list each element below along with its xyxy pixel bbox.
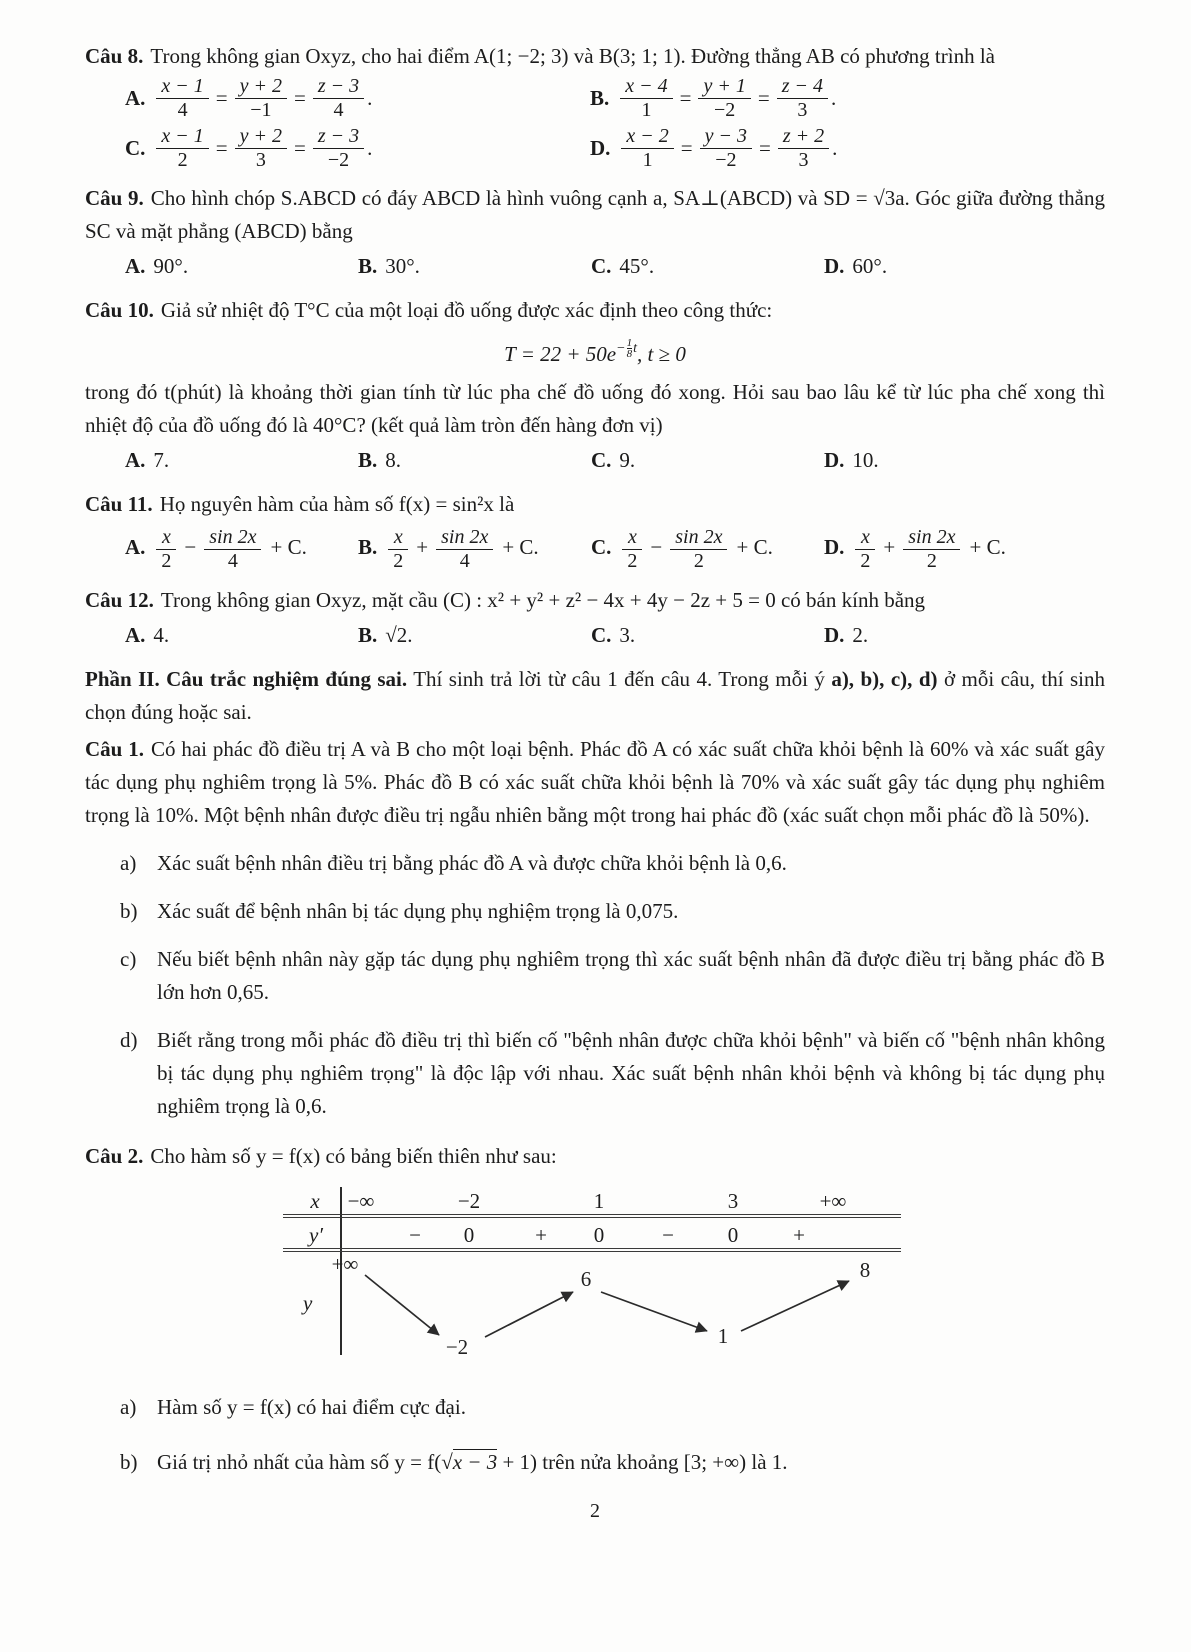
fraction: $\frac{x - 1}{4}$ [156,75,208,122]
fraction: $\frac{z - 3}{-2}$ [313,125,364,172]
option-a: A. $\frac{x - 1}{4}$ = $\frac{y + 2}{-1}$ = $\frac{z - 3}{4}$ . [125,74,373,121]
statement-a: a) Hàm số y = f(x) có hai điểm cực đại. [120,1395,466,1419]
y-end-value: 8 [859,1258,871,1282]
square-root: √x − 3 [441,1450,498,1474]
option-c: C. 9. [591,448,636,472]
table-rule [283,1248,901,1252]
option-c: C. $\frac{x}{2}$ − $\frac{\sin 2x}{2}$ + C. [591,525,773,572]
option-b: B. 30°. [358,254,420,278]
x-row: x −∞ −2 1 3 +∞ [283,1185,901,1211]
option-label: A. [125,85,146,110]
tiny-fraction: $\frac{1}{8}$ [626,337,633,361]
part2-question-1 [85,733,1105,832]
option-a: A. 4. [125,623,170,647]
question-11-text: Họ nguyên hàm của hàm số f(x) = sin²x là [159,492,515,516]
fraction: $\frac{z - 3}{4}$ [313,75,364,122]
y-behavior-diagram [283,1253,901,1359]
temperature-formula: $T = 22 + 50e^{- \frac{1}{8} t}$, t ≥ 0 [504,337,686,366]
decreasing-arrow [365,1275,439,1335]
option-c: C. 45°. [591,254,655,278]
option-d: D. 2. [824,623,869,647]
question-12-text: Trong không gian Oxyz, mặt cầu (C) : x² + y² + z² − 4x + 4y − 2z + 5 = 0 có bán kính bằng [160,588,926,612]
option-b: B. 8. [358,448,402,472]
increasing-arrow [741,1281,849,1331]
variation-table [283,1187,901,1359]
part2-question-2 [85,1140,1105,1173]
part-2-title: Phần II. Câu trắc nghiệm đúng sai. [85,667,408,691]
option-d: D. $\frac{x}{2}$ + $\frac{\sin 2x}{2}$ + C. [824,525,1006,572]
option-label: B. [590,85,610,110]
exponent: − 1 8 t [616,337,637,361]
y-min1-value: −2 [445,1335,469,1359]
part2-question-1-text: Có hai phác đồ điều trị A và B cho một loại bệnh. Phác đồ A có xác suất chữa khỏi bệnh là 60% và xác suất gây tác dụng phụ nghiêm trọng là 5%. Phác đồ B có xác suất chữa khỏi bệnh là 70% và xác suất gây tác dụng phụ nghiêm trọng là 10%. Một bệnh nhân được điều trị ngẫu nhiên bằng một trong hai phác đồ (xác suất chọn mỗi phác đồ là 50%). [85,737,1105,827]
question-10-intro: Giả sử nhiệt độ T°C của một loại đồ uống được xác định theo công thức: [160,298,773,322]
fraction: $\frac{z - 4}{3}$ [777,75,828,122]
question-9 [85,182,1105,248]
decreasing-arrow [601,1292,707,1331]
part2-question-1-number: Câu 1. [85,737,144,761]
statement-b: b) Giá trị nhỏ nhất của hàm số y = f(√x − 3 + 1) trên nửa khoảng [3; +∞) là 1. [120,1450,788,1474]
question-8-options-row-2 [85,123,1105,173]
statement-b: b) Xác suất để bệnh nhân bị tác dụng phụ nghiệm trọng là 0,075. [120,899,679,923]
fraction: $\frac{x}{2}$ [622,526,642,573]
fraction: $\frac{y + 2}{-1}$ [235,75,287,122]
fraction: $\frac{\sin 2x}{2}$ [670,526,727,573]
part-2-heading: Phần II. Câu trắc nghiệm đúng sai. Thí sinh trả lời từ câu 1 đến câu 4. Trong mỗi ý a), b), c), d) ở mỗi câu, thí sinh chọn đúng hoặc sai. [85,667,1106,724]
y-start-value: +∞ [331,1253,359,1276]
fraction: $\frac{y + 2}{3}$ [235,125,287,172]
statement-c: c) Nếu biết bệnh nhân này gặp tác dụng phụ nghiêm trọng thì xác suất bệnh nhân đã được điều trị bằng phác đồ B lớn hơn 0,65. [120,947,1105,1004]
fraction: $\frac{x}{2}$ [855,526,875,573]
part2-question-2-number: Câu 2. [85,1144,144,1168]
option-label: D. [590,135,611,160]
question-11-options [85,523,1105,575]
option-a: A. 90°. [125,254,189,278]
table-rule [283,1214,901,1218]
fraction: $\frac{\sin 2x}{2}$ [903,526,960,573]
fraction: $\frac{y - 3}{-2}$ [700,125,752,172]
fraction: $\frac{x - 1}{2}$ [156,125,208,172]
statement-d: d) Biết rằng trong mỗi phác đồ điều trị thì biến cố "bệnh nhân được chữa khỏi bệnh" và biến cố "bệnh nhân không bị tác dụng phụ nghiêm trọng" là độc lập với nhau. Xác suất bệnh nhân khỏi bệnh và không bị tác dụng phụ nghiêm trọng là 0,6. [120,1028,1105,1118]
question-10 [85,294,1105,327]
y-min2-value: 1 [717,1324,729,1348]
question-8-number: Câu 8. [85,44,144,68]
question-11 [85,488,1105,521]
fraction: $\frac{z + 2}{3}$ [778,125,829,172]
question-9-number: Câu 9. [85,186,144,210]
option-a: A. $\frac{x}{2}$ − $\frac{\sin 2x}{4}$ + C. [125,525,307,572]
question-8 [85,40,1105,73]
fraction: $\frac{x}{2}$ [388,526,408,573]
question-9-text: Cho hình chóp S.ABCD có đáy ABCD là hình vuông cạnh a, SA⊥(ABCD) và SD = √3a. Góc giữa đường thẳng SC và mặt phẳng (ABCD) bằng [85,186,1105,243]
question-11-number: Câu 11. [85,492,153,516]
fraction: $\frac{\sin 2x}{4}$ [436,526,493,573]
question-10-number: Câu 10. [85,298,154,322]
option-c: C. 3. [591,623,636,647]
option-d: D. 60°. [824,254,888,278]
option-d: D. 10. [824,448,879,472]
question-9-options [85,250,1105,283]
y-label: y [303,1291,313,1315]
question-12 [85,584,1105,617]
y-prime-row: y′ − 0 + 0 − 0 + [283,1219,901,1245]
fraction: $\frac{x - 2}{1}$ [621,125,673,172]
fraction: $\frac{\sin 2x}{4}$ [204,526,261,573]
option-d: D. $\frac{x - 2}{1}$ = $\frac{y - 3}{-2}$ = $\frac{z + 2}{3}$ . [590,124,838,171]
statement-a: a) Xác suất bệnh nhân điều trị bằng phác đồ A và được chữa khỏi bệnh là 0,6. [120,851,787,875]
fraction: $\frac{x}{2}$ [156,526,176,573]
y-max1-value: 6 [580,1267,592,1291]
fraction: $\frac{y + 1}{-2}$ [698,75,750,122]
part2-question-2-text: Cho hàm số y = f(x) có bảng biến thiên như sau: [150,1144,557,1168]
y-prime-label: y′ [309,1223,323,1247]
question-8-text: Trong không gian Oxyz, cho hai điểm A(1; −2; 3) và B(3; 1; 1). Đường thẳng AB có phương trình là [150,44,995,68]
x-row-label: x [310,1189,320,1213]
increasing-arrow [485,1292,573,1337]
question-12-number: Câu 12. [85,588,154,612]
fraction: $\frac{x - 4}{1}$ [620,75,672,122]
page-number: 2 [590,1500,600,1522]
question-8-options-row-1 [85,73,1105,123]
question-12-options [85,619,1105,652]
option-a: A. 7. [125,448,170,472]
option-label: C. [125,135,146,160]
option-b: B. √2. [358,623,413,647]
question-10-body: trong đó t(phút) là khoảng thời gian tính từ lúc pha chế đồ uống đó xong. Hỏi sau bao lâu kể từ lúc pha chế xong thì nhiệt độ của đồ uống đó là 40°C? (kết quả làm tròn đến hàng đơn vị) [85,380,1105,437]
question-10-options [85,444,1105,477]
option-c: C. $\frac{x - 1}{2}$ = $\frac{y + 2}{3}$ = $\frac{z - 3}{-2}$ . [125,124,373,171]
option-b: B. $\frac{x}{2}$ + $\frac{\sin 2x}{4}$ + C. [358,525,539,572]
option-b: B. $\frac{x - 4}{1}$ = $\frac{y + 1}{-2}$ = $\frac{z - 4}{3}$ . [590,74,837,121]
